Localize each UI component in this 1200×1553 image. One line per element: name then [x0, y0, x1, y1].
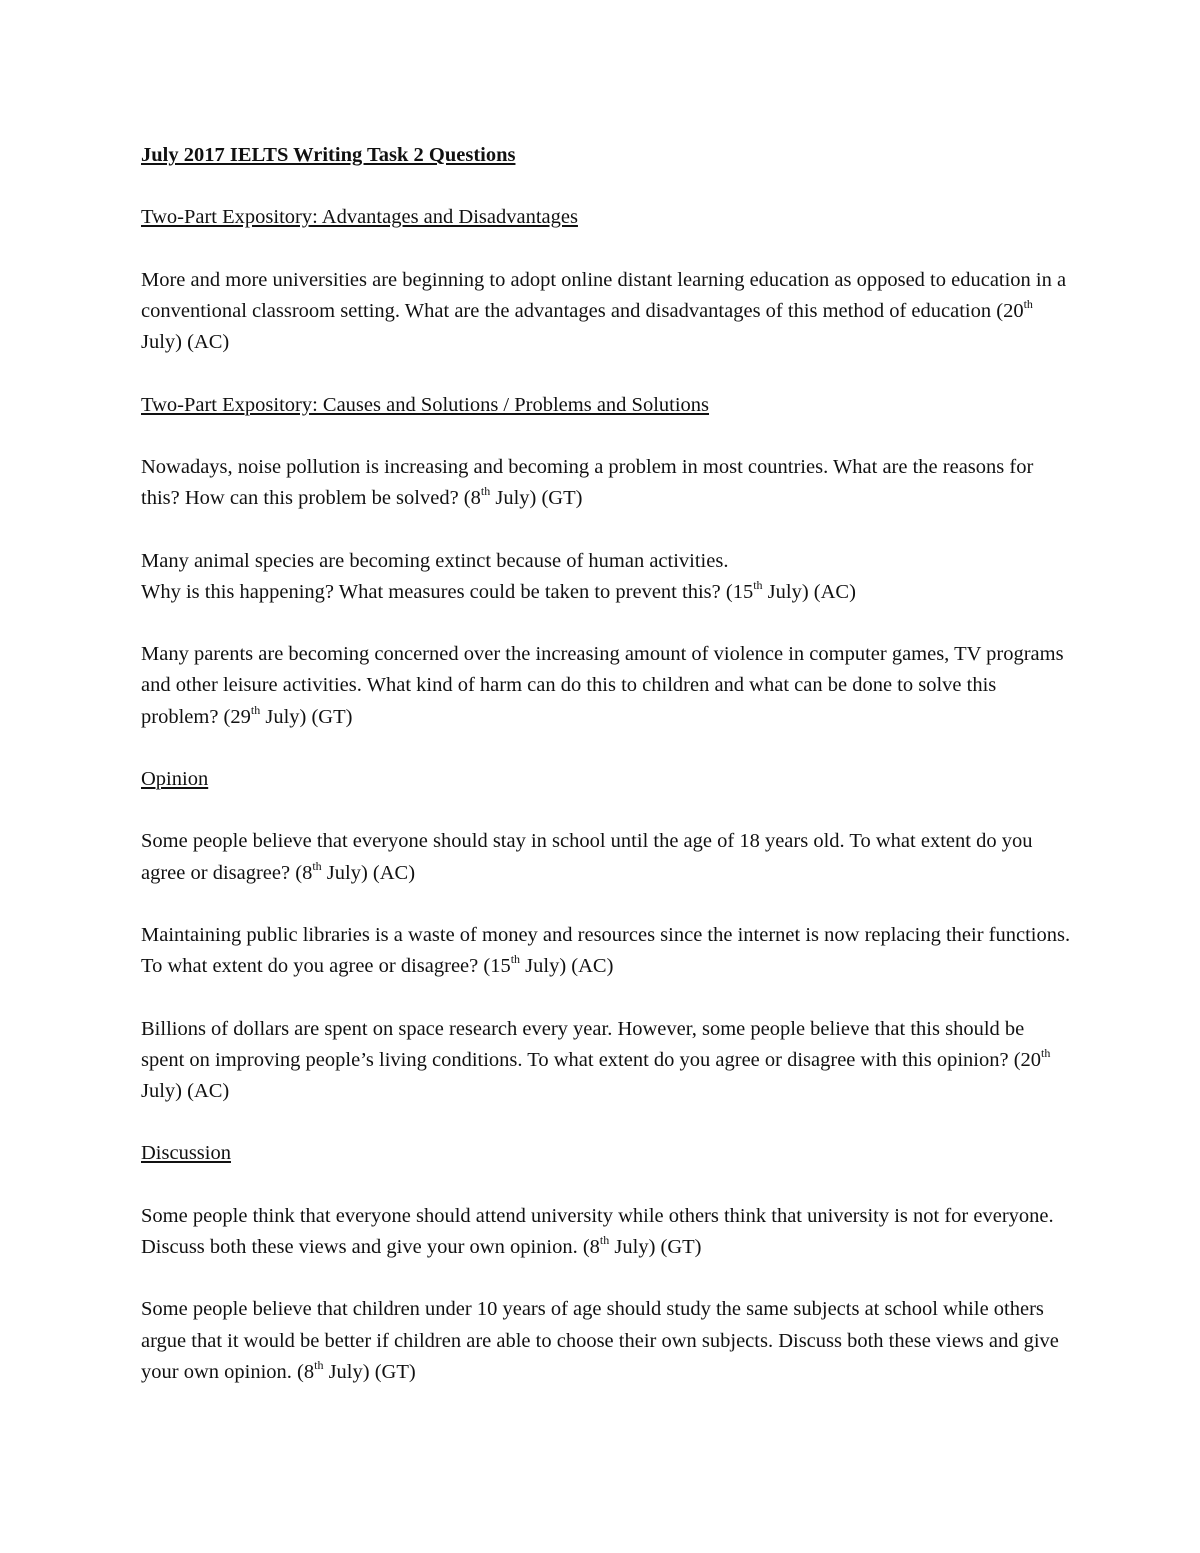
question-text: Many parents are becoming concerned over the increasing amount of violence in computer games, TV programs and other leisure activities. What kind of harm can do this to children and what can be done to solve this problem? (: [141, 643, 1064, 728]
ordinal-suffix: th: [510, 952, 521, 967]
question-text: Some people believe that everyone should stay in school until the age of 18 years old. To what extent do you agree or disagree? (: [141, 830, 1033, 884]
question-paragraph: [141, 920, 1071, 982]
section-heading-causes-solutions: Two-Part Expository: Causes and Solutions / Problems and Solutions: [141, 393, 710, 416]
question-text: Some people believe that children under 10 years of age should study the same subjects at school while others argue that it would be better if children are able to choose their own subjects. Discuss both these views and give your own opinion. (: [141, 1298, 1059, 1383]
question-month: July): [141, 331, 182, 354]
document-title: July 2017 IELTS Writing Task 2 Questions: [141, 144, 516, 166]
ordinal-suffix: th: [599, 1233, 610, 1248]
question-paragraph: [141, 1201, 1071, 1263]
question-text: More and more universities are beginning to adopt online distant learning education as opposed to education in a conventional classroom setting. What are the advantages and disadvantages of this method of education (: [141, 268, 1067, 322]
question-month: July): [323, 1360, 370, 1383]
section-heading-opinion: Opinion: [141, 767, 209, 790]
question-month: July): [260, 705, 307, 728]
question-paragraph: [141, 546, 1071, 608]
question-type: (GT): [536, 487, 583, 510]
question-paragraph: [141, 639, 1071, 733]
question-month: July): [490, 487, 537, 510]
question-text: Maintaining public libraries is a waste of money and resources since the internet is now replacing their functions. To what extent do you agree or disagree? (: [141, 923, 1071, 978]
question-text: Billions of dollars are spent on space research every year. However, some people believe that this should be spent on improving people’s living conditions. To what extent do you agree or disagree with this opinion? (: [141, 1017, 1025, 1071]
ordinal-suffix: th: [1041, 1045, 1051, 1060]
question-type: (GT): [369, 1360, 416, 1383]
question-day: 8: [470, 487, 481, 510]
question-type: (AC): [182, 1079, 230, 1102]
question-text: Some people think that everyone should attend university while others think that university is not for everyone. Discuss both these views and give your own opinion. (: [141, 1204, 1054, 1258]
question-type: (AC): [367, 861, 416, 884]
question-day: 15: [732, 580, 754, 603]
question-type: (AC): [566, 955, 614, 978]
ordinal-suffix: th: [314, 1357, 324, 1372]
question-text: Nowadays, noise pollution is increasing and becoming a problem in most countries. What are the reasons for this? How can this problem be solved? (: [141, 455, 1034, 510]
section-heading-discussion: Discussion: [141, 1142, 231, 1165]
question-month: July): [520, 955, 567, 978]
question-day: 8: [302, 861, 313, 884]
question-text: Why is this happening? What measures could be taken to prevent this? (: [141, 580, 733, 603]
question-month: July): [321, 861, 368, 884]
question-day: 15: [490, 955, 511, 978]
question-day: 8: [303, 1360, 315, 1383]
question-month: July): [141, 1079, 182, 1102]
question-paragraph: [141, 265, 1071, 359]
question-paragraph: [141, 452, 1071, 514]
ordinal-suffix: th: [753, 577, 763, 592]
question-paragraph: [141, 826, 1071, 888]
question-day: 20: [1003, 299, 1024, 322]
question-paragraph: [141, 1294, 1071, 1388]
question-type: (GT): [655, 1235, 702, 1258]
question-type: (AC): [182, 331, 230, 354]
question-type: (GT): [306, 705, 353, 728]
question-day: 20: [1020, 1048, 1042, 1071]
ordinal-suffix: th: [480, 484, 491, 499]
ordinal-suffix: th: [1023, 297, 1033, 312]
section-heading-advantages-disadvantages: Two-Part Expository: Advantages and Disadvantages: [141, 206, 578, 229]
document-page: [141, 140, 1071, 1419]
question-text-line1: Many animal species are becoming extinct because of human activities.: [141, 549, 729, 572]
question-day: 29: [230, 705, 251, 728]
question-day: 8: [589, 1235, 600, 1258]
question-month: July): [762, 580, 809, 603]
ordinal-suffix: th: [312, 858, 322, 873]
question-month: July): [609, 1235, 656, 1258]
question-type: (AC): [808, 580, 856, 603]
question-paragraph: [141, 1014, 1071, 1108]
ordinal-suffix: th: [250, 702, 261, 717]
